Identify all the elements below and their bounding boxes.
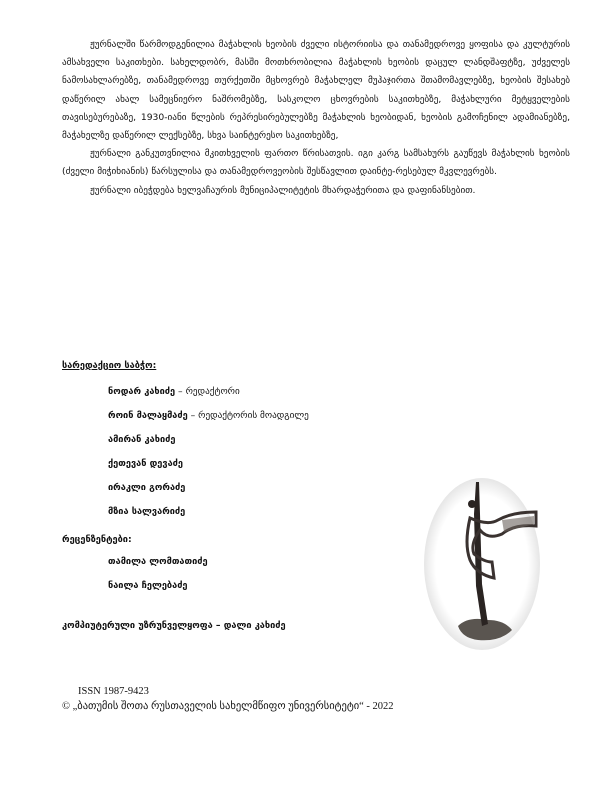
intro-paragraph: ჟურნალი განკუთვნილია მკითხველის ფართო წრისათვის. იგი კარგ სამსახურს გაუწევს მაჭახლის ხეობის (ძველი მიჭიხიანის) წარსულისა და თანამედროვეობის შესწავლით დაინტე-რესებულ მკვლევრებს.	[62, 148, 570, 178]
board-member	[108, 380, 309, 404]
member-name: ნოდარ კახიძე	[108, 386, 176, 397]
board-member	[108, 452, 309, 476]
member-name: ქეთევან დევაძე	[108, 458, 183, 469]
member-name: მზია სალვარიძე	[108, 506, 186, 517]
board-member	[108, 428, 309, 452]
board-member	[108, 476, 309, 500]
board-member	[108, 500, 309, 524]
editorial-board-title: სარედაქციო საბჭო:	[62, 360, 157, 371]
member-name: როინ მალაყმაძე	[108, 410, 188, 421]
reviewers-title: რეცენზენტები:	[62, 534, 132, 545]
intro-paragraph: ჟურნალი იბეჭდება ხელვაჩაურის მუნიციპალიტეტის მხარდაჭერითა და დაფინანსებით.	[90, 184, 476, 196]
computer-support: კომპიუტერული უზრუნველყოფა – დალი კახიძე	[62, 620, 286, 631]
intro-paragraph: ჟურნალში წარმოდგენილია მაჭახლის ხეობის ძველი ისტორიისა და თანამედროვე ყოფისა და კულტურის ამსახველი საკითხები. სახელდობრ, მასში მოთხრობილია მაჭახლის ხეობის დაცულ ლანდშაფტზე, უძველეს ნამოსახლარებზე, თანამედროვე თურქეთში მცხოვრებ მაჭახლელ მუჰაჯირთა შთამომავლებზე, ხეობის შესახებ დაწერილ ახალ სამეცნიერო ნაშრომებზე, სასკოლო ცხოვრების საკითხებზე, მაჭახლური მეტყველების თავისებურებაზე, 1930-იანი წლების რეპრესირებულებზე მაჭახლის ხეობიდან, ხეობის გამოჩენილ ადამიანებზე, მაჭახელზე დაწერილ ლექსებზე, სხვა საინტერესო საკითხებზე,	[62, 39, 570, 142]
reviewers	[62, 530, 208, 598]
reviewer-name: ნაილა ჩელებაძე	[108, 580, 188, 591]
editorial-board	[62, 358, 309, 524]
issn: ISSN 1987-9423	[78, 686, 149, 697]
member-name: ამირან კახიძე	[108, 434, 176, 445]
board-member	[108, 404, 309, 428]
reviewer-name: თამილა ლომთათიძე	[108, 556, 208, 567]
monument-image	[418, 474, 546, 654]
member-name: ირაკლი გორაძე	[108, 482, 186, 493]
pole-knob	[468, 500, 476, 508]
member-role: – რედაქტორი	[175, 386, 240, 397]
member-role: – რედაქტორის მოადგილე	[187, 410, 309, 421]
copyright: © „ბათუმის შოთა რუსთაველის სახელმწიფო უნივერსიტეტი“ - 2022	[62, 701, 394, 712]
intro-text	[62, 36, 570, 200]
